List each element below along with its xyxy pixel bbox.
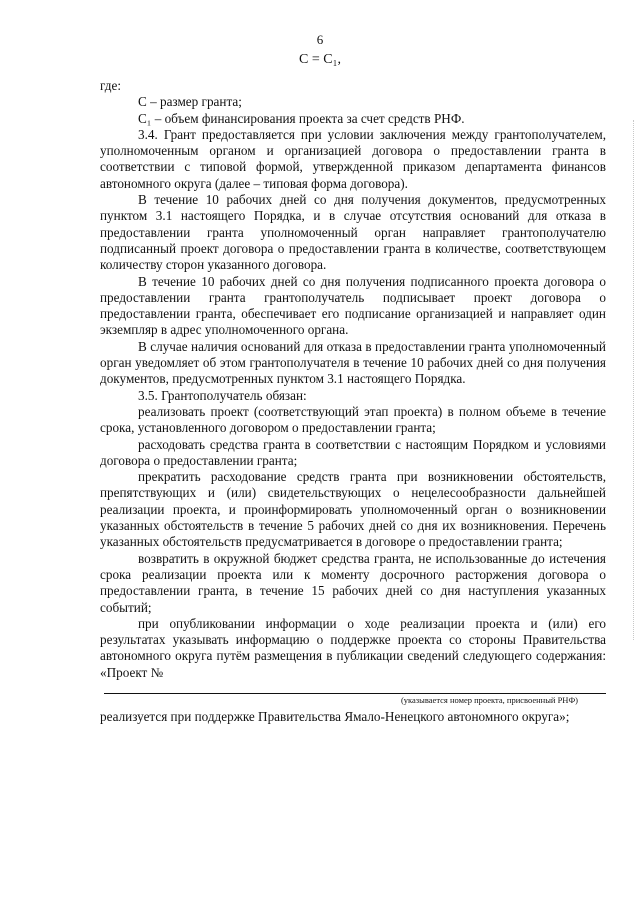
obligation-implement: реализовать проект (соответствующий этап проекта) в полном объеме в течение срока, установленного договором о предоставлении гранта; <box>100 403 606 436</box>
obligation-return-funds: возвратить в окружной бюджет средства гранта, не использованные до истечения срока реализации проекта или к моменту досрочного расторжения договора о предоставлении гранта, в течение 15 рабочих дней со дня наступления указанных событий; <box>100 550 606 615</box>
paragraph-3-4: 3.4. Грант предоставляется при условии заключения между грантополучателем, уполномоченным органом и организацией договора о предоставлении гранта в соответствии с типовой формой, утвержденной приказом департамента финансов автономного округа (далее – типовая форма договора). <box>100 126 606 191</box>
paragraph-3-5-heading: 3.5. Грантополучатель обязан: <box>138 387 307 403</box>
project-number-blank <box>104 681 606 694</box>
paragraph-3-4-term: В течение 10 рабочих дней со дня получения документов, предусмотренных пунктом 3.1 настоящего Порядка, и в случае отсутствия оснований для отказа в предоставлении гранта уполномоченный орган направляет грантополучателю подписанный проект договора о предоставлении гранта в количестве, соответствующем количеству сторон указанного договора. <box>100 192 606 273</box>
obligation-stop-spending: прекратить расходование средств гранта при возникновении обстоятельств, препятствующих и (или) свидетельствующих о нецелесообразности дальнейшей реализации проекта, и проинформировать уполномоченный орган о возникновении указанных обстоятельств в течение 5 рабочих дней со дня их возникновения. Перечень указанных обстоятельств предусматривается в договоре о предоставлении гранта; <box>100 469 606 550</box>
where-label: где: <box>100 78 121 93</box>
paragraph-3-4-refusal: В случае наличия оснований для отказа в предоставлении гранта уполномоченный орган уведомляет об этом грантополучателя в течение 10 рабочих дней со дня получения документов, предусмотренных пунктом 3.1 настоящего Порядка. <box>100 338 606 387</box>
obligation-publication: при опубликовании информации о ходе реализации проекта и (или) его результатах указывать информацию о поддержке проекта со стороны Правительства автономного округа путём размещения в публикации сведений следующего содержания: «Проект № <box>100 615 606 680</box>
page-number: 6 <box>316 32 324 47</box>
paragraph-3-4-signing: В течение 10 рабочих дней со дня получения подписанного проекта договора о предоставлении гранта грантополучатель подписывает проект договора о предоставлении гранта, обеспечивает его подписание организацией и направляет один экземпляр в адрес уполномоченного органа. <box>100 273 606 338</box>
project-number-blank-row <box>100 681 606 694</box>
final-line: реализуется при поддержке Правительства Ямало-Ненецкого автономного округа»; <box>100 708 570 724</box>
grant-formula: C = C₁, <box>299 52 341 67</box>
definition-c1: С₁ – объем финансирования проекта за счет средств РНФ. <box>138 110 465 126</box>
project-number-note: (указывается номер проекта, присвоенный РНФ) <box>400 694 578 705</box>
definition-c: С – размер гранта; <box>138 94 242 110</box>
scan-edge-marks <box>631 120 634 640</box>
obligation-spend: расходовать средства гранта в соответствии с настоящим Порядком и условиями договора о предоставлении гранта; <box>100 436 606 468</box>
document-body <box>100 78 606 725</box>
